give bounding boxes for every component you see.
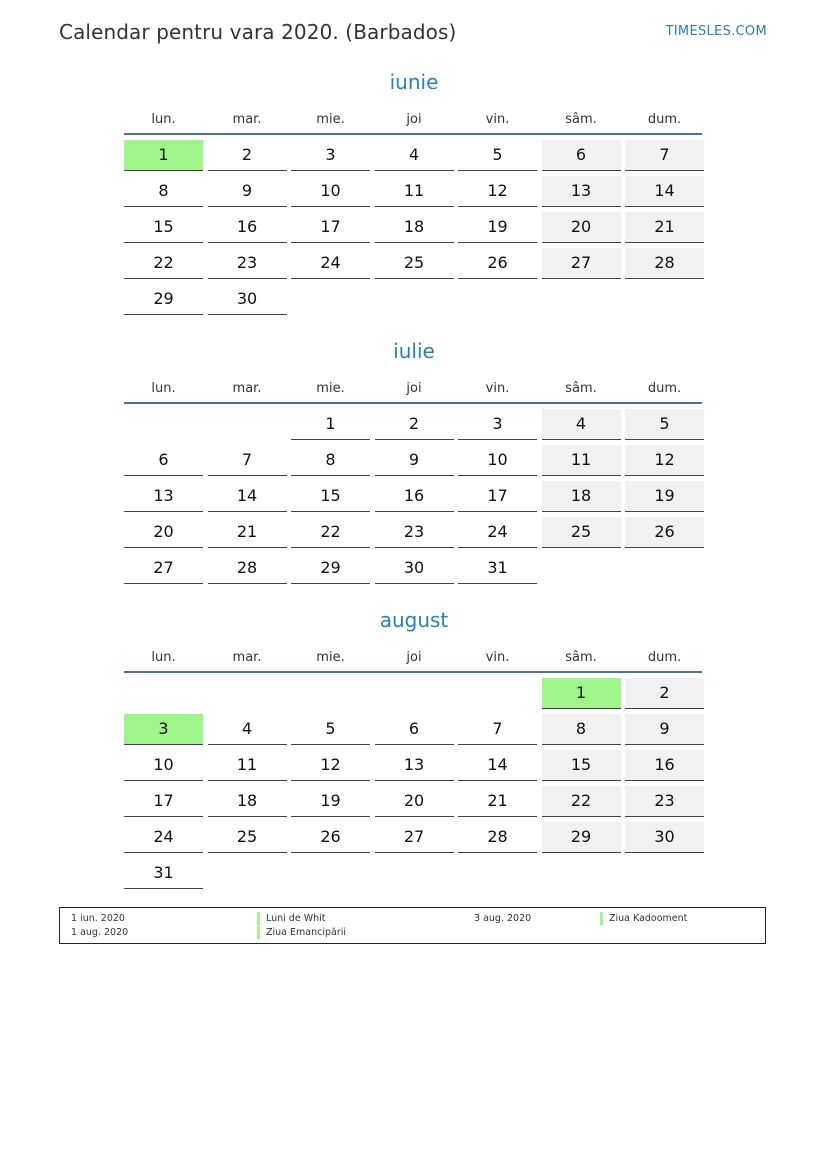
page-title: Calendar pentru vara 2020. (Barbados) [59,20,457,44]
weekday-label: mie. [316,381,345,396]
site-link[interactable]: TIMESLES.COM [665,24,767,39]
empty-day-cell [124,409,203,440]
weekend-day-cell[interactable]: 16 [625,750,704,781]
weekend-day-cell[interactable]: 27 [542,248,621,279]
weekend-day-cell[interactable]: 18 [542,481,621,512]
day-cell[interactable]: 25 [375,248,454,279]
holiday-legend [59,907,766,944]
holiday-day-cell[interactable]: 3 [124,714,203,745]
empty-day-cell [458,284,537,315]
day-cell[interactable]: 8 [124,176,203,207]
header-divider [124,402,702,404]
header-divider [124,671,702,673]
day-cell[interactable]: 5 [458,140,537,171]
day-cell[interactable]: 24 [291,248,370,279]
month-block [124,605,704,894]
legend-date: 3 aug. 2020 [474,913,532,924]
day-cell[interactable]: 16 [208,212,287,243]
weekend-day-cell[interactable]: 11 [542,445,621,476]
empty-day-cell [291,858,370,889]
day-grid [124,409,704,584]
day-cell[interactable]: 28 [208,553,287,584]
empty-day-cell [542,284,621,315]
week-row [124,678,704,709]
weekend-day-cell[interactable]: 19 [625,481,704,512]
empty-day-cell [542,858,621,889]
legend-date: 1 iun. 2020 [71,913,125,924]
day-grid [124,140,704,315]
weekday-label: sâm. [565,112,597,127]
day-cell[interactable]: 24 [124,822,203,853]
weekend-day-cell[interactable]: 30 [625,822,704,853]
day-cell[interactable]: 9 [375,445,454,476]
weekday-label: mie. [316,112,345,127]
day-cell[interactable]: 14 [458,750,537,781]
day-cell[interactable]: 4 [208,714,287,745]
holiday-day-cell[interactable]: 1 [124,140,203,171]
day-cell[interactable]: 6 [124,445,203,476]
weekend-day-cell[interactable]: 25 [542,517,621,548]
week-row [124,822,704,853]
day-cell[interactable]: 30 [375,553,454,584]
header-divider [124,133,702,135]
day-cell[interactable]: 29 [291,553,370,584]
legend-date: 1 aug. 2020 [71,927,129,938]
empty-day-cell [291,284,370,315]
legend-row [60,926,765,939]
weekday-label: vin. [485,112,510,127]
legend-holiday-name: Ziua Kadooment [600,912,687,925]
legend-holiday-name: Luni de Whit [257,912,326,925]
day-cell[interactable]: 11 [375,176,454,207]
day-cell[interactable]: 14 [208,481,287,512]
day-cell[interactable]: 26 [291,822,370,853]
legend-row [60,912,765,925]
week-row [124,212,704,243]
day-cell[interactable]: 20 [124,517,203,548]
weekend-day-cell[interactable]: 9 [625,714,704,745]
day-cell[interactable]: 24 [458,517,537,548]
day-cell[interactable]: 3 [291,140,370,171]
weekday-label: joi [406,650,422,665]
day-cell[interactable]: 17 [124,786,203,817]
empty-day-cell [625,858,704,889]
day-cell[interactable]: 2 [375,409,454,440]
day-cell[interactable]: 11 [208,750,287,781]
week-row [124,445,704,476]
weekend-day-cell[interactable]: 5 [625,409,704,440]
day-cell[interactable]: 27 [124,553,203,584]
day-cell[interactable]: 17 [291,212,370,243]
empty-day-cell [291,678,370,709]
weekend-day-cell[interactable]: 7 [625,140,704,171]
empty-day-cell [375,284,454,315]
week-row [124,786,704,817]
weekend-day-cell[interactable]: 4 [542,409,621,440]
day-cell[interactable]: 9 [208,176,287,207]
day-cell[interactable]: 22 [124,248,203,279]
day-cell[interactable]: 21 [458,786,537,817]
day-cell[interactable]: 15 [124,212,203,243]
week-row [124,284,704,315]
weekday-label: sâm. [565,381,597,396]
empty-day-cell [208,678,287,709]
weekend-day-cell[interactable]: 28 [625,248,704,279]
weekend-day-cell[interactable]: 14 [625,176,704,207]
weekend-day-cell[interactable]: 2 [625,678,704,709]
day-cell[interactable]: 7 [208,445,287,476]
day-cell[interactable]: 23 [208,248,287,279]
week-row [124,517,704,548]
day-cell[interactable]: 7 [458,714,537,745]
weekday-label: lun. [151,112,176,127]
weekend-day-cell[interactable]: 21 [625,212,704,243]
day-cell[interactable]: 17 [458,481,537,512]
empty-day-cell [458,858,537,889]
day-cell[interactable]: 31 [124,858,203,889]
weekday-header [124,109,704,131]
weekday-label: mar. [232,112,262,127]
weekend-day-cell[interactable]: 13 [542,176,621,207]
weekday-label: sâm. [565,650,597,665]
weekday-header [124,378,704,400]
week-row [124,409,704,440]
day-cell[interactable]: 25 [208,822,287,853]
empty-day-cell [124,678,203,709]
weekday-label: dum. [647,112,682,127]
month-title: iunie [389,70,439,94]
weekend-day-cell[interactable]: 6 [542,140,621,171]
weekend-day-cell[interactable]: 22 [542,786,621,817]
day-cell[interactable]: 5 [291,714,370,745]
day-cell[interactable]: 20 [375,786,454,817]
month-title: iulie [393,339,435,363]
weekday-label: mar. [232,381,262,396]
day-cell[interactable]: 8 [291,445,370,476]
week-row [124,481,704,512]
day-cell[interactable]: 21 [208,517,287,548]
legend-holiday-name: Ziua Emancipării [257,926,346,939]
day-cell[interactable]: 26 [458,248,537,279]
day-cell[interactable]: 23 [375,517,454,548]
day-cell[interactable]: 10 [458,445,537,476]
day-cell[interactable]: 10 [291,176,370,207]
day-cell[interactable]: 30 [208,284,287,315]
empty-day-cell [625,284,704,315]
day-cell[interactable]: 19 [458,212,537,243]
weekend-day-cell[interactable]: 8 [542,714,621,745]
month-title: august [379,608,449,632]
weekend-day-cell[interactable]: 12 [625,445,704,476]
day-cell[interactable]: 27 [375,822,454,853]
empty-day-cell [375,858,454,889]
day-cell[interactable]: 10 [124,750,203,781]
empty-day-cell [458,678,537,709]
day-cell[interactable]: 15 [291,481,370,512]
month-block [124,67,704,320]
weekday-label: vin. [485,650,510,665]
day-cell[interactable]: 22 [291,517,370,548]
weekday-label: joi [406,112,422,127]
weekday-label: dum. [647,381,682,396]
weekend-day-cell[interactable]: 23 [625,786,704,817]
day-cell[interactable]: 16 [375,481,454,512]
weekend-day-cell[interactable]: 15 [542,750,621,781]
day-cell[interactable]: 28 [458,822,537,853]
weekend-day-cell[interactable]: 20 [542,212,621,243]
day-cell[interactable]: 19 [291,786,370,817]
day-cell[interactable]: 13 [124,481,203,512]
weekday-header [124,647,704,669]
empty-day-cell [208,858,287,889]
weekday-label: dum. [647,650,682,665]
day-grid [124,678,704,889]
holiday-day-cell[interactable]: 1 [542,678,621,709]
week-row [124,858,704,889]
empty-day-cell [375,678,454,709]
day-cell[interactable]: 1 [291,409,370,440]
weekday-label: lun. [151,650,176,665]
weekday-label: joi [406,381,422,396]
day-cell[interactable]: 4 [375,140,454,171]
weekend-day-cell[interactable]: 26 [625,517,704,548]
weekday-label: mar. [232,650,262,665]
empty-day-cell [208,409,287,440]
week-row [124,553,704,584]
day-cell[interactable]: 31 [458,553,537,584]
week-row [124,248,704,279]
week-row [124,750,704,781]
week-row [124,714,704,745]
day-cell[interactable]: 3 [458,409,537,440]
day-cell[interactable]: 18 [208,786,287,817]
day-cell[interactable]: 2 [208,140,287,171]
day-cell[interactable]: 12 [458,176,537,207]
weekday-label: lun. [151,381,176,396]
weekday-label: vin. [485,381,510,396]
day-cell[interactable]: 29 [124,284,203,315]
day-cell[interactable]: 6 [375,714,454,745]
weekday-label: mie. [316,650,345,665]
weekend-day-cell[interactable]: 29 [542,822,621,853]
month-block [124,336,704,589]
day-cell[interactable]: 13 [375,750,454,781]
week-row [124,176,704,207]
week-row [124,140,704,171]
day-cell[interactable]: 12 [291,750,370,781]
empty-day-cell [542,553,621,584]
day-cell[interactable]: 18 [375,212,454,243]
empty-day-cell [625,553,704,584]
